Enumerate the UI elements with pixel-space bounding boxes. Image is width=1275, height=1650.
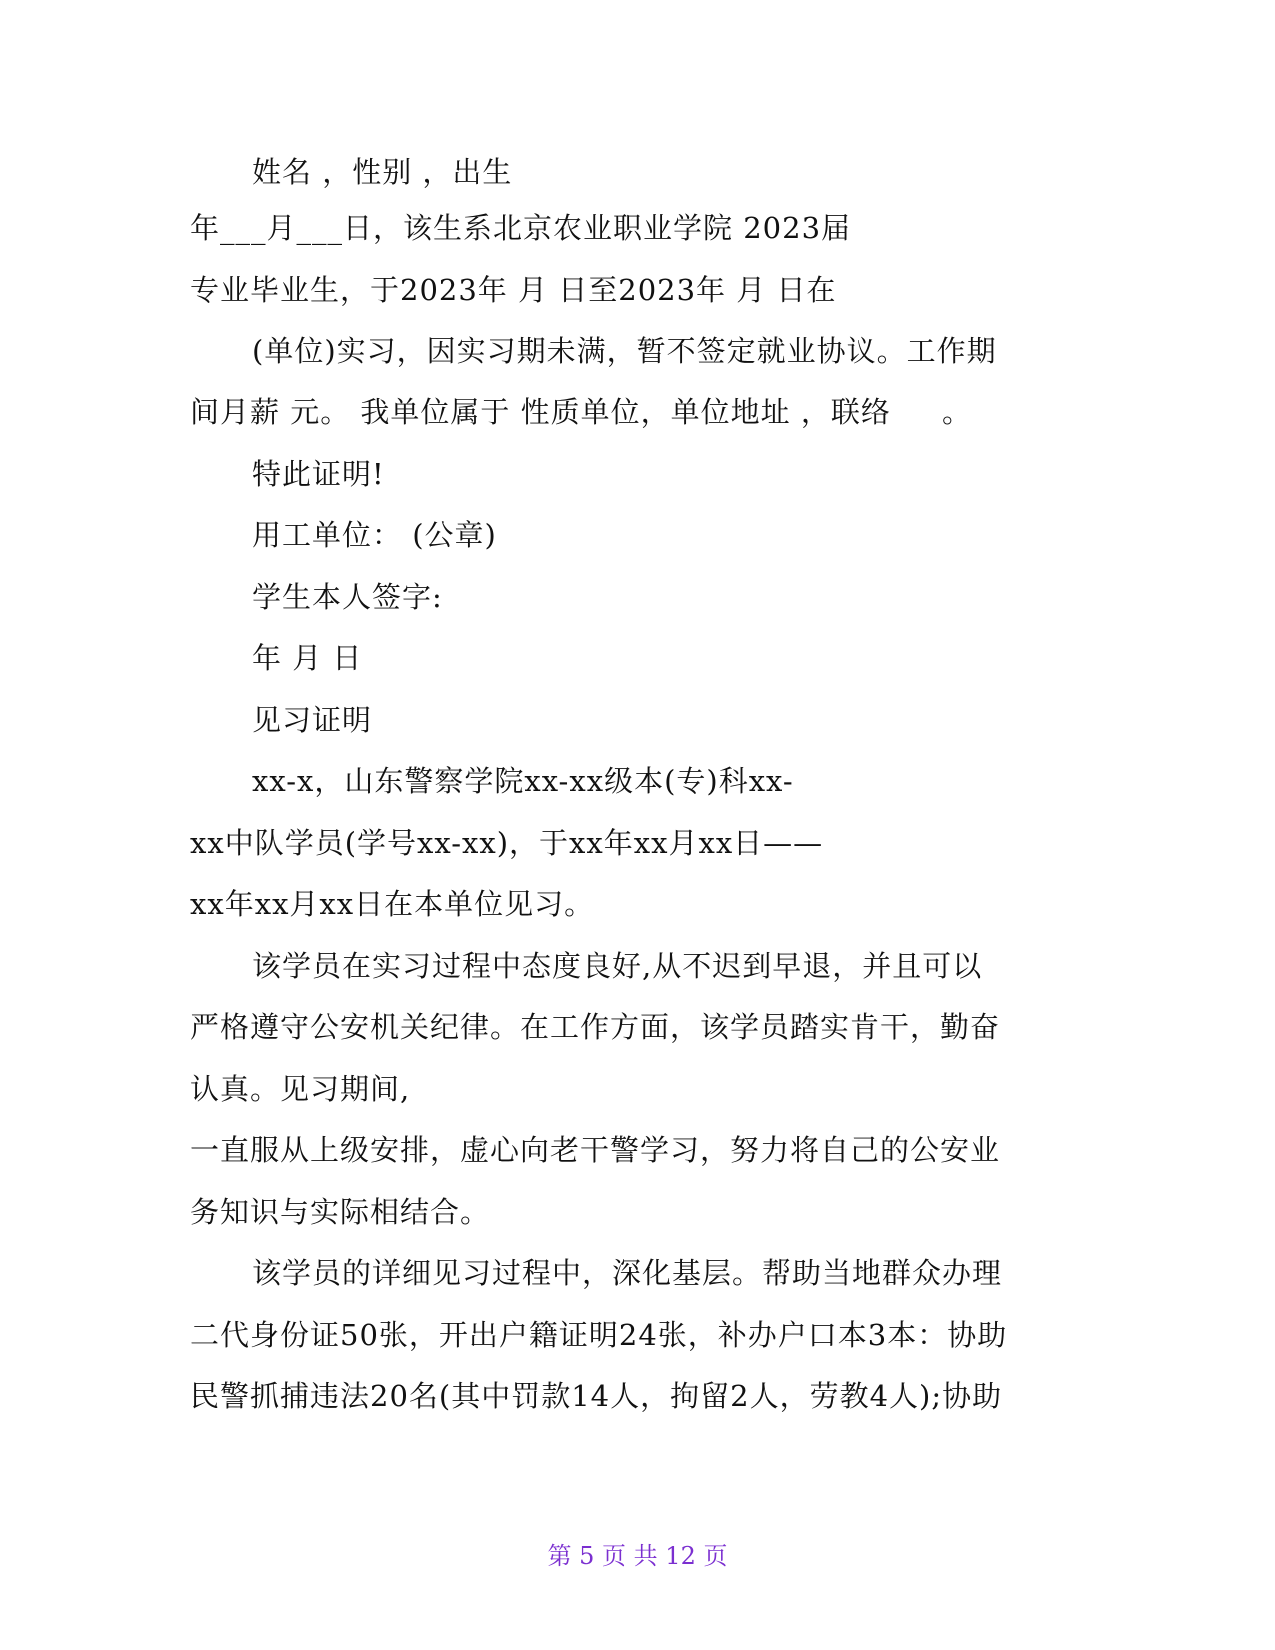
text-line: 严格遵守公安机关纪律。在工作方面，该学员踏实肯干，勤奋 bbox=[190, 1010, 1001, 1044]
text-line: 特此证明! bbox=[252, 457, 385, 491]
text-line: 专业毕业生，于2023年 月 日至2023年 月 日在 bbox=[190, 273, 837, 307]
text-line: 间月薪 元。 我单位属于 性质单位，单位地址 ，联络 。 bbox=[190, 395, 972, 429]
text-line: xx年xx月xx日在本单位见习。 bbox=[190, 887, 595, 921]
text-line: 民警抓捕违法20名(其中罚款14人，拘留2人，劳教4人);协助 bbox=[190, 1379, 1003, 1413]
text-line: 年 月 日 bbox=[252, 641, 363, 675]
text-line: 年___月___日，该生系北京农业职业学院 2023届 bbox=[190, 211, 852, 245]
text-line: (单位)实习，因实习期未满，暂不签定就业协议。工作期 bbox=[252, 334, 997, 368]
text-line: 一直服从上级安排，虚心向老干警学习，努力将自己的公安业 bbox=[190, 1133, 1001, 1167]
section-heading: 见习证明 bbox=[252, 703, 373, 737]
text-line: 该学员在实习过程中态度良好,从不迟到早退，并且可以 bbox=[252, 949, 983, 983]
text-line: 二代身份证50张，开出户籍证明24张，补办户口本3本：协助 bbox=[190, 1318, 1008, 1352]
text-line: 该学员的详细见习过程中，深化基层。帮助当地群众办理 bbox=[252, 1256, 1003, 1290]
text-line: xx中队学员(学号xx-xx)，于xx年xx月xx日—— bbox=[190, 826, 824, 860]
text-line: 用工单位： (公章) bbox=[252, 518, 497, 552]
text-line: 学生本人签字: bbox=[252, 580, 443, 614]
text-line: 认真。见习期间, bbox=[190, 1072, 411, 1106]
page-number-footer: 第 5 页 共 12 页 bbox=[547, 1542, 728, 1570]
text-line: 务知识与实际相结合。 bbox=[190, 1195, 491, 1229]
text-line: 姓名 ，性别 ，出生 bbox=[252, 155, 513, 189]
text-line: xx-x，山东警察学院xx-xx级本(专)科xx- bbox=[252, 764, 794, 798]
